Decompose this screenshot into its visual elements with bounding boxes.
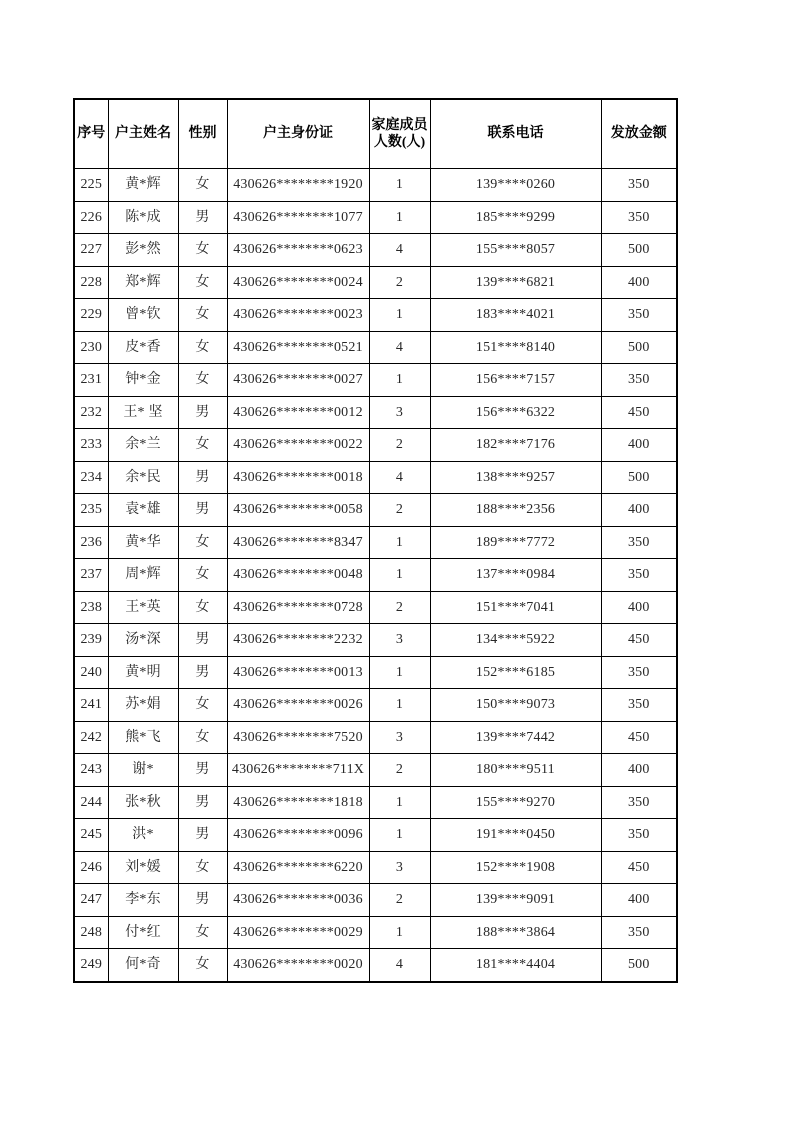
table-row (74, 851, 677, 884)
cell-grant-amount: 450 (601, 851, 677, 884)
cell-grant-amount: 400 (601, 754, 677, 787)
cell-family-members: 3 (369, 624, 430, 657)
cell-gender: 男 (178, 819, 227, 852)
cell-grant-amount: 350 (601, 299, 677, 332)
header-grant-amount: 发放金额 (601, 99, 677, 169)
cell-family-members: 1 (369, 299, 430, 332)
cell-serial-number: 249 (74, 949, 108, 982)
cell-gender: 男 (178, 396, 227, 429)
cell-contact-phone: 188****2356 (430, 494, 601, 527)
cell-contact-phone: 155****9270 (430, 786, 601, 819)
cell-contact-phone: 191****0450 (430, 819, 601, 852)
cell-grant-amount: 500 (601, 331, 677, 364)
cell-id-card: 430626********0096 (227, 819, 369, 852)
table-row (74, 526, 677, 559)
header-contact-phone: 联系电话 (430, 99, 601, 169)
cell-serial-number: 242 (74, 721, 108, 754)
cell-contact-phone: 137****0984 (430, 559, 601, 592)
cell-serial-number: 230 (74, 331, 108, 364)
cell-serial-number: 244 (74, 786, 108, 819)
cell-family-members: 4 (369, 331, 430, 364)
cell-serial-number: 234 (74, 461, 108, 494)
cell-id-card: 430626********0022 (227, 429, 369, 462)
cell-grant-amount: 500 (601, 234, 677, 267)
cell-grant-amount: 500 (601, 461, 677, 494)
cell-grant-amount: 400 (601, 494, 677, 527)
cell-gender: 男 (178, 494, 227, 527)
cell-family-members: 1 (369, 656, 430, 689)
cell-serial-number: 237 (74, 559, 108, 592)
cell-household-head-name: 王* 坚 (108, 396, 178, 429)
cell-serial-number: 229 (74, 299, 108, 332)
cell-grant-amount: 400 (601, 591, 677, 624)
cell-grant-amount: 350 (601, 201, 677, 234)
cell-serial-number: 226 (74, 201, 108, 234)
cell-household-head-name: 袁*雄 (108, 494, 178, 527)
cell-id-card: 430626********2232 (227, 624, 369, 657)
table-row (74, 429, 677, 462)
cell-gender: 女 (178, 526, 227, 559)
cell-id-card: 430626********0623 (227, 234, 369, 267)
cell-serial-number: 235 (74, 494, 108, 527)
cell-household-head-name: 彭*然 (108, 234, 178, 267)
cell-household-head-name: 皮*香 (108, 331, 178, 364)
cell-serial-number: 245 (74, 819, 108, 852)
table-row (74, 494, 677, 527)
cell-serial-number: 240 (74, 656, 108, 689)
cell-gender: 女 (178, 916, 227, 949)
cell-grant-amount: 400 (601, 266, 677, 299)
cell-id-card: 430626********1818 (227, 786, 369, 819)
subsidy-distribution-table (73, 98, 678, 983)
cell-grant-amount: 500 (601, 949, 677, 982)
cell-contact-phone: 138****9257 (430, 461, 601, 494)
cell-household-head-name: 张*秋 (108, 786, 178, 819)
cell-serial-number: 232 (74, 396, 108, 429)
cell-household-head-name: 熊*飞 (108, 721, 178, 754)
cell-household-head-name: 王*英 (108, 591, 178, 624)
cell-grant-amount: 350 (601, 916, 677, 949)
table-row (74, 266, 677, 299)
cell-grant-amount: 450 (601, 721, 677, 754)
cell-serial-number: 243 (74, 754, 108, 787)
cell-household-head-name: 洪* (108, 819, 178, 852)
cell-contact-phone: 139****6821 (430, 266, 601, 299)
cell-gender: 男 (178, 656, 227, 689)
cell-gender: 女 (178, 266, 227, 299)
cell-gender: 女 (178, 721, 227, 754)
cell-household-head-name: 谢* (108, 754, 178, 787)
cell-contact-phone: 139****0260 (430, 169, 601, 202)
cell-grant-amount: 350 (601, 786, 677, 819)
cell-grant-amount: 350 (601, 819, 677, 852)
cell-gender: 女 (178, 234, 227, 267)
cell-family-members: 2 (369, 429, 430, 462)
cell-contact-phone: 152****6185 (430, 656, 601, 689)
cell-family-members: 1 (369, 201, 430, 234)
table-row (74, 656, 677, 689)
cell-grant-amount: 350 (601, 689, 677, 722)
cell-id-card: 430626********0018 (227, 461, 369, 494)
cell-contact-phone: 181****4404 (430, 949, 601, 982)
cell-id-card: 430626********0020 (227, 949, 369, 982)
cell-contact-phone: 188****3864 (430, 916, 601, 949)
cell-grant-amount: 400 (601, 429, 677, 462)
cell-family-members: 1 (369, 526, 430, 559)
cell-grant-amount: 400 (601, 884, 677, 917)
cell-household-head-name: 周*辉 (108, 559, 178, 592)
cell-grant-amount: 450 (601, 396, 677, 429)
table-row (74, 201, 677, 234)
cell-household-head-name: 黄*华 (108, 526, 178, 559)
table-body (74, 169, 677, 982)
table-row (74, 884, 677, 917)
cell-serial-number: 239 (74, 624, 108, 657)
header-id-card: 户主身份证 (227, 99, 369, 169)
cell-contact-phone: 139****9091 (430, 884, 601, 917)
cell-gender: 男 (178, 461, 227, 494)
cell-serial-number: 231 (74, 364, 108, 397)
cell-family-members: 4 (369, 234, 430, 267)
cell-grant-amount: 350 (601, 364, 677, 397)
cell-id-card: 430626********0024 (227, 266, 369, 299)
header-household-head-name: 户主姓名 (108, 99, 178, 169)
cell-serial-number: 241 (74, 689, 108, 722)
cell-family-members: 1 (369, 364, 430, 397)
cell-household-head-name: 黄*明 (108, 656, 178, 689)
header-family-members: 家庭成员人数(人) (369, 99, 430, 169)
cell-id-card: 430626********1077 (227, 201, 369, 234)
table-row (74, 721, 677, 754)
cell-gender: 女 (178, 364, 227, 397)
cell-family-members: 1 (369, 786, 430, 819)
cell-household-head-name: 付*红 (108, 916, 178, 949)
table-row (74, 559, 677, 592)
cell-gender: 女 (178, 169, 227, 202)
cell-contact-phone: 156****6322 (430, 396, 601, 429)
cell-id-card: 430626********0728 (227, 591, 369, 624)
table-row (74, 624, 677, 657)
cell-id-card: 430626********8347 (227, 526, 369, 559)
cell-serial-number: 238 (74, 591, 108, 624)
cell-contact-phone: 185****9299 (430, 201, 601, 234)
cell-id-card: 430626********6220 (227, 851, 369, 884)
cell-household-head-name: 何*奇 (108, 949, 178, 982)
cell-family-members: 1 (369, 916, 430, 949)
cell-serial-number: 248 (74, 916, 108, 949)
cell-gender: 男 (178, 786, 227, 819)
cell-contact-phone: 150****9073 (430, 689, 601, 722)
table-row (74, 299, 677, 332)
table-row (74, 689, 677, 722)
cell-id-card: 430626********0048 (227, 559, 369, 592)
table-row (74, 364, 677, 397)
table-row (74, 916, 677, 949)
cell-id-card: 430626********7520 (227, 721, 369, 754)
cell-grant-amount: 350 (601, 559, 677, 592)
cell-household-head-name: 黄*辉 (108, 169, 178, 202)
cell-household-head-name: 郑*辉 (108, 266, 178, 299)
cell-serial-number: 225 (74, 169, 108, 202)
cell-family-members: 4 (369, 949, 430, 982)
cell-family-members: 2 (369, 591, 430, 624)
cell-family-members: 2 (369, 884, 430, 917)
cell-contact-phone: 151****8140 (430, 331, 601, 364)
cell-grant-amount: 350 (601, 526, 677, 559)
cell-contact-phone: 183****4021 (430, 299, 601, 332)
cell-id-card: 430626********711X (227, 754, 369, 787)
cell-gender: 男 (178, 884, 227, 917)
cell-id-card: 430626********0036 (227, 884, 369, 917)
cell-grant-amount: 350 (601, 169, 677, 202)
cell-contact-phone: 189****7772 (430, 526, 601, 559)
cell-contact-phone: 156****7157 (430, 364, 601, 397)
cell-household-head-name: 余*兰 (108, 429, 178, 462)
cell-serial-number: 236 (74, 526, 108, 559)
cell-household-head-name: 钟*金 (108, 364, 178, 397)
cell-grant-amount: 450 (601, 624, 677, 657)
cell-id-card: 430626********0027 (227, 364, 369, 397)
cell-gender: 男 (178, 754, 227, 787)
cell-household-head-name: 汤*深 (108, 624, 178, 657)
table-row (74, 234, 677, 267)
cell-contact-phone: 152****1908 (430, 851, 601, 884)
table-row (74, 331, 677, 364)
cell-household-head-name: 刘*媛 (108, 851, 178, 884)
cell-contact-phone: 151****7041 (430, 591, 601, 624)
cell-family-members: 2 (369, 494, 430, 527)
cell-id-card: 430626********0058 (227, 494, 369, 527)
cell-family-members: 2 (369, 266, 430, 299)
table-row (74, 396, 677, 429)
cell-serial-number: 228 (74, 266, 108, 299)
cell-family-members: 2 (369, 754, 430, 787)
cell-id-card: 430626********0012 (227, 396, 369, 429)
cell-id-card: 430626********0029 (227, 916, 369, 949)
cell-family-members: 4 (369, 461, 430, 494)
cell-contact-phone: 134****5922 (430, 624, 601, 657)
cell-family-members: 1 (369, 169, 430, 202)
cell-gender: 女 (178, 591, 227, 624)
cell-serial-number: 247 (74, 884, 108, 917)
cell-household-head-name: 李*东 (108, 884, 178, 917)
cell-id-card: 430626********0521 (227, 331, 369, 364)
cell-id-card: 430626********0023 (227, 299, 369, 332)
cell-household-head-name: 曾*钦 (108, 299, 178, 332)
cell-gender: 女 (178, 559, 227, 592)
cell-family-members: 3 (369, 721, 430, 754)
cell-contact-phone: 180****9511 (430, 754, 601, 787)
cell-id-card: 430626********0013 (227, 656, 369, 689)
cell-household-head-name: 余*民 (108, 461, 178, 494)
cell-contact-phone: 182****7176 (430, 429, 601, 462)
table-row (74, 949, 677, 982)
cell-family-members: 3 (369, 396, 430, 429)
cell-serial-number: 227 (74, 234, 108, 267)
cell-grant-amount: 350 (601, 656, 677, 689)
cell-family-members: 1 (369, 689, 430, 722)
cell-family-members: 3 (369, 851, 430, 884)
table-row (74, 754, 677, 787)
cell-serial-number: 233 (74, 429, 108, 462)
header-gender: 性别 (178, 99, 227, 169)
cell-household-head-name: 苏*娟 (108, 689, 178, 722)
cell-gender: 女 (178, 949, 227, 982)
cell-household-head-name: 陈*成 (108, 201, 178, 234)
cell-gender: 男 (178, 624, 227, 657)
cell-serial-number: 246 (74, 851, 108, 884)
table-row (74, 591, 677, 624)
cell-id-card: 430626********1920 (227, 169, 369, 202)
cell-gender: 男 (178, 201, 227, 234)
cell-contact-phone: 139****7442 (430, 721, 601, 754)
cell-gender: 女 (178, 299, 227, 332)
cell-gender: 女 (178, 331, 227, 364)
cell-contact-phone: 155****8057 (430, 234, 601, 267)
cell-gender: 女 (178, 429, 227, 462)
table-row (74, 786, 677, 819)
table-row (74, 461, 677, 494)
table-row (74, 169, 677, 202)
cell-gender: 女 (178, 851, 227, 884)
table-header-row (74, 99, 677, 169)
cell-id-card: 430626********0026 (227, 689, 369, 722)
header-serial-number: 序号 (74, 99, 108, 169)
cell-gender: 女 (178, 689, 227, 722)
table-row (74, 819, 677, 852)
cell-family-members: 1 (369, 819, 430, 852)
cell-family-members: 1 (369, 559, 430, 592)
